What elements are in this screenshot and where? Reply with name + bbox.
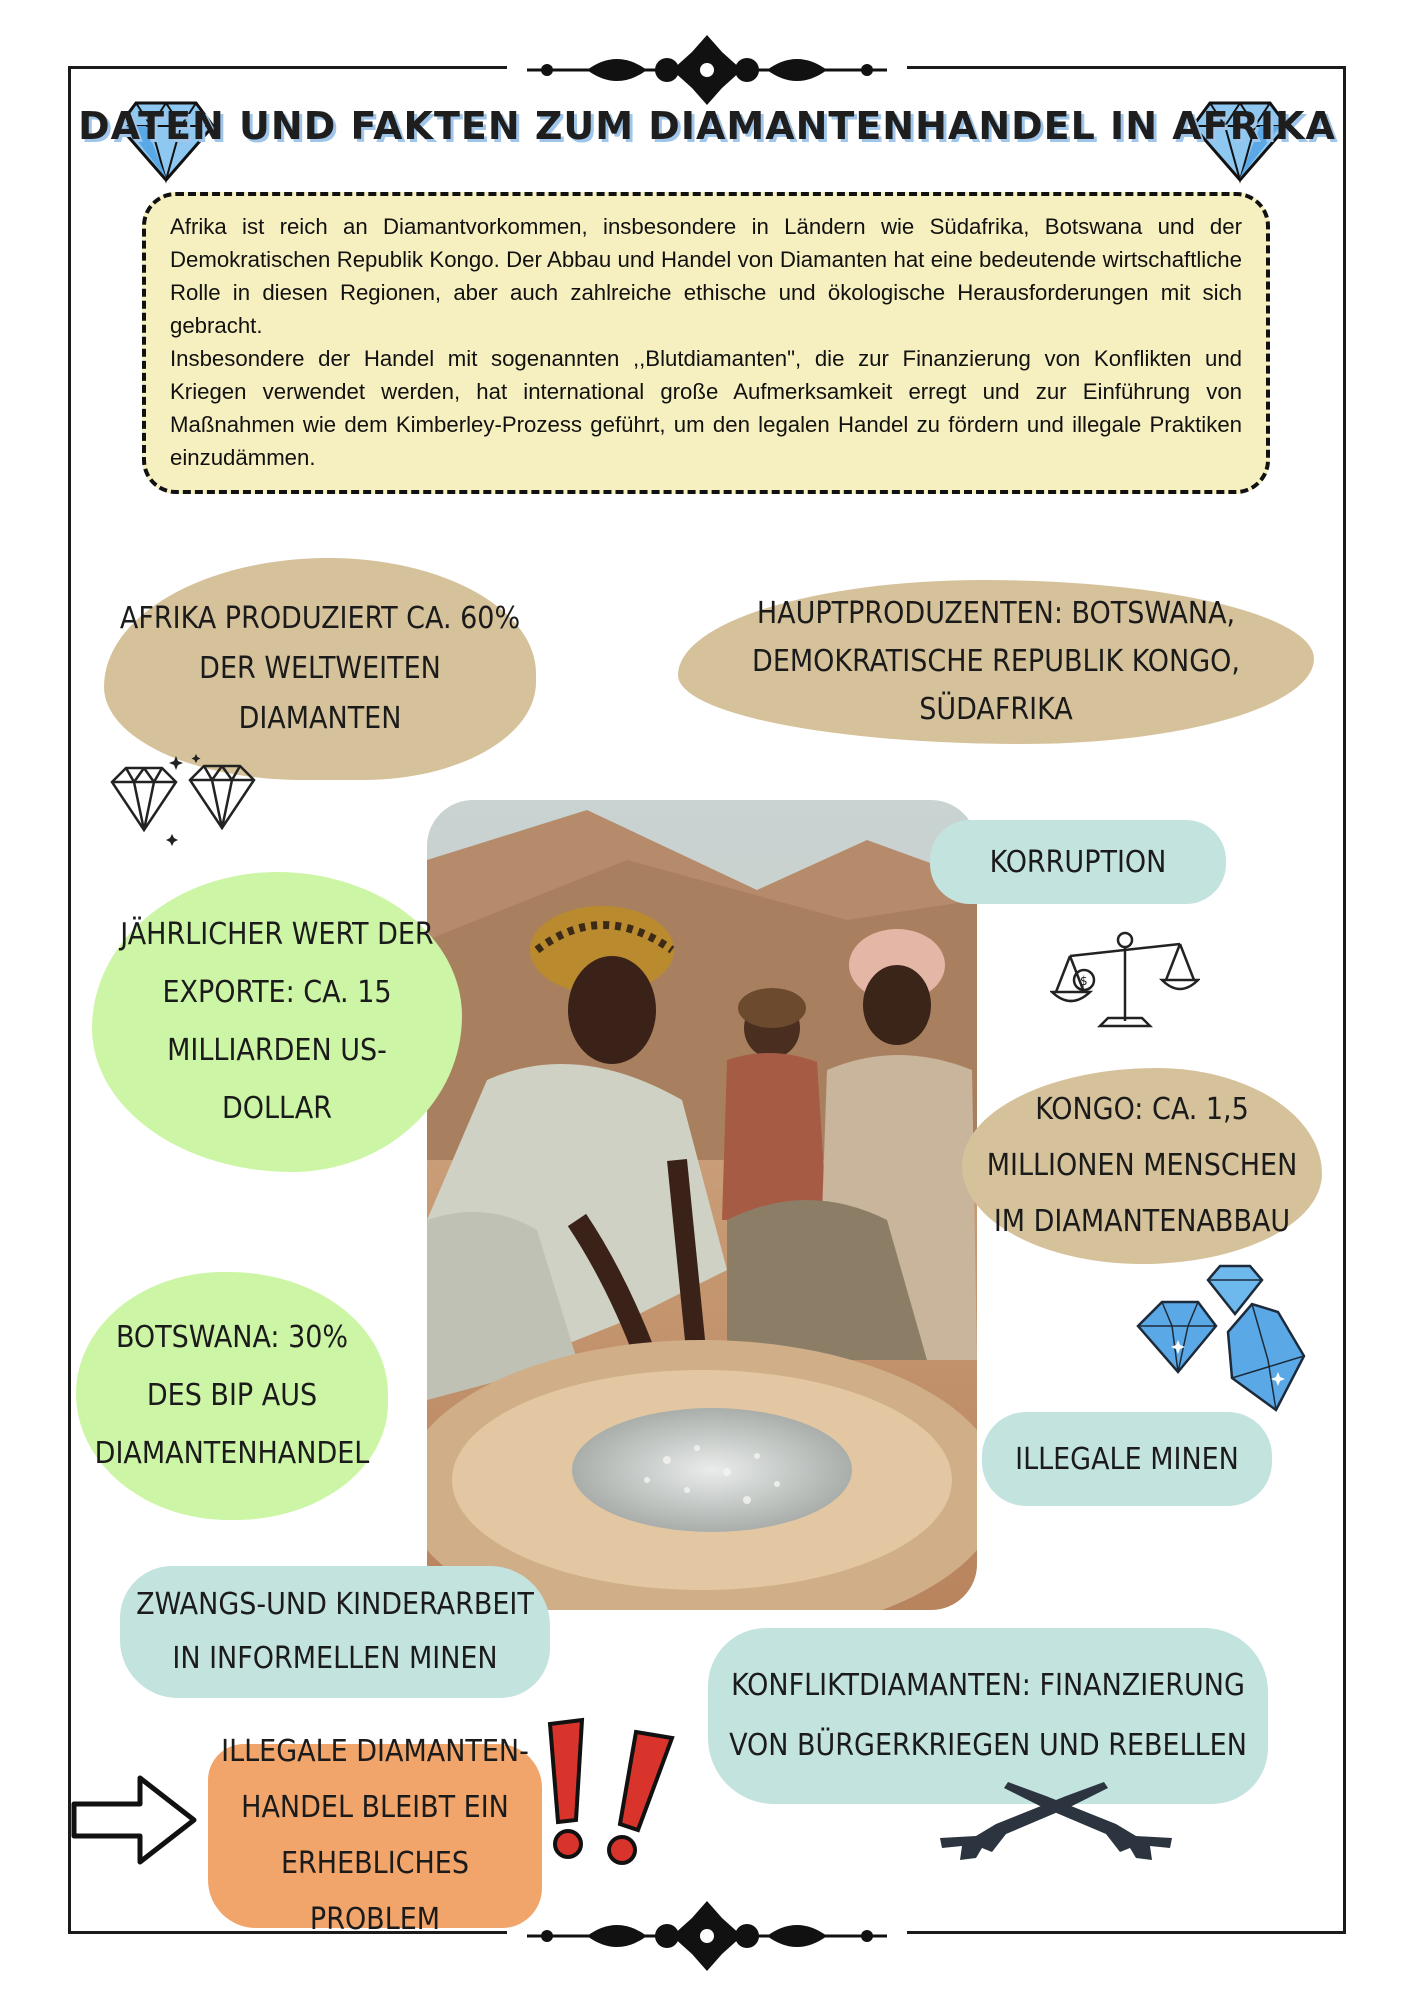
fact-congo-text: KONGO: CA. 1,5 MILLIONEN MENSCHEN IM DIAMANTENABBAU [986, 1092, 1298, 1239]
intro-paragraph-1: Afrika ist reich an Diamantvorkommen, insbesondere in Ländern wie Südafrika, Botswana und der Demokratischen Republik Kongo. Der Abbau und Handel von Diamanten hat eine bedeutende wirtschaftliche Rolle in diesen Regionen, aber auch zahlreiche ethische und ökologische Herausforderungen mit sich gebracht. [170, 214, 1242, 338]
bottom-ornament-icon [507, 1896, 907, 1976]
fact-forced-labor-text: ZWANGS-UND KINDERARBEIT IN INFORMELLEN MINEN [136, 1587, 534, 1676]
blue-diamonds-icon [1128, 1260, 1314, 1420]
intro-paragraph-2: Insbesondere der Handel mit sogenannten ,,Blutdiamanten", die zur Finanzierung von Konflikten und Kriegen verwendet werden, hat international große Aufmerksamkeit erregt und zur Einführung von Maßnahmen wie dem Kimberley-Prozess geführt, um den legalen Handel zu fördern und illegale Praktiken einzudämmen. [170, 346, 1242, 470]
crossed-rifles-icon [936, 1776, 1176, 1866]
arrow-right-icon [70, 1770, 200, 1870]
fact-forced-labor [120, 1566, 550, 1698]
fact-botswana-text: BOTSWANA: 30% DES BIP AUS DIAMANTENHANDEL [94, 1320, 370, 1471]
exclamation-icon [540, 1716, 690, 1866]
scales-icon [1050, 926, 1200, 1036]
fact-congo [962, 1068, 1322, 1264]
fact-problem [208, 1734, 542, 1937]
fact-producers [678, 580, 1314, 744]
diamond-outline-icon [104, 750, 264, 846]
fact-problem-text: ILLEGALE DIAMANTEN-HANDEL BLEIBT EIN ERHEBLICHES PROBLEM [221, 1734, 529, 1937]
intro-box [142, 192, 1270, 494]
fact-exports [92, 872, 462, 1172]
fact-corruption [930, 820, 1226, 904]
fact-production-text: AFRIKA PRODUZIERT CA. 60% DER WELTWEITEN DIAMANTEN [119, 601, 521, 736]
fact-conflict-text: KONFLIKTDIAMANTEN: FINANZIERUNG VON BÜRGERKRIEGEN UND REBELLEN [729, 1668, 1247, 1763]
fact-botswana [76, 1272, 388, 1520]
mining-photo [427, 800, 977, 1610]
fact-illegal-mines [982, 1412, 1272, 1506]
top-ornament-icon [507, 30, 907, 110]
page-title: DATEN UND FAKTEN ZUM DIAMANTENHANDEL IN AFRIKA [78, 104, 1336, 148]
fact-exports-text: JÄHRLICHER WERT DER EXPORTE: CA. 15 MILLIARDEN US-DOLLAR [120, 917, 434, 1126]
fact-illegal-mines-text: ILLEGALE MINEN [1015, 1441, 1239, 1477]
svg-text:$: $ [1080, 974, 1088, 988]
fact-corruption-text: KORRUPTION [989, 844, 1167, 880]
fact-producers-text: HAUPTPRODUZENTEN: BOTSWANA, DEMOKRATISCHE REPUBLIK KONGO, SÜDAFRIKA [752, 596, 1240, 727]
